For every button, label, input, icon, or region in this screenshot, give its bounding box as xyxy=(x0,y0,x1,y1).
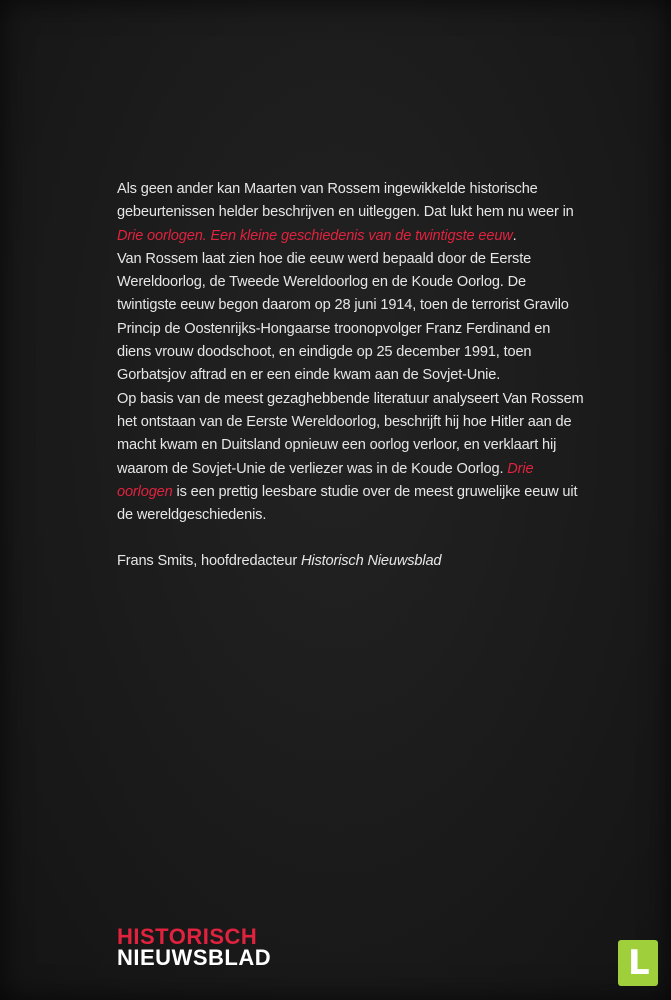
badge-letter: L xyxy=(628,943,650,983)
blurb-paragraph-3 xyxy=(117,388,587,528)
signature-publication: Historisch Nieuwsblad xyxy=(300,553,442,570)
signature-name: Frans Smits, hoofdredacteur xyxy=(117,553,301,570)
blurb-paragraph-2: Van Rossem laat zien hoe die eeuw werd bepaald door de Eerste Wereldoorlog, de Tweede Wereldoorlog en de Koude Oorlog. De twintigste eeuw begon daarom op 28 juni 1914, toen de terrorist Gravilo Princip de Oostenrijks-Hongaarse troonopvolger Franz Ferdinand en diens vrouw doodschoot, en eindigde op 25 december 1991, toen Gorbatsjov aftrad en er een einde kwam aan de Sovjet-Unie. xyxy=(117,250,569,384)
book-title-short: Drie oorlogen xyxy=(117,460,534,500)
blurb-p1-text: Als geen ander kan Maarten van Rossem ingewikkelde historische gebeurtenissen helder beschrijven en uitleggen. Dat lukt hem nu weer in xyxy=(117,181,574,221)
historisch-nieuwsblad-logo xyxy=(117,926,271,969)
blurb-text xyxy=(117,178,587,574)
signature xyxy=(117,550,587,573)
blurb-p3-end: is een prettig leesbare studie over de meest gruwelijke eeuw uit de wereldgeschiedenis. xyxy=(117,483,578,524)
book-title-full: Drie oorlogen. Een kleine geschiedenis van de twintigste eeuw xyxy=(117,227,513,244)
bookstore-badge-icon xyxy=(618,940,658,986)
logo-bottom-line: NIEUWSBLAD xyxy=(117,945,272,970)
blurb-p3-text: Op basis van de meest gezaghebbende literatuur analyseert Van Rossem het ontstaan van de Eerste Wereldoorlog, beschrijft hij hoe Hitler aan de macht kwam en Duitsland opnieuw een oorlog verloor, en verklaart hij waarom de Sovjet-Unie de verliezer was in de Koude Oorlog. xyxy=(117,390,584,477)
blurb-paragraph-1 xyxy=(117,178,587,248)
logo-top-line: HISTORISCH xyxy=(117,924,258,949)
blurb-p1-end: . xyxy=(512,227,517,244)
